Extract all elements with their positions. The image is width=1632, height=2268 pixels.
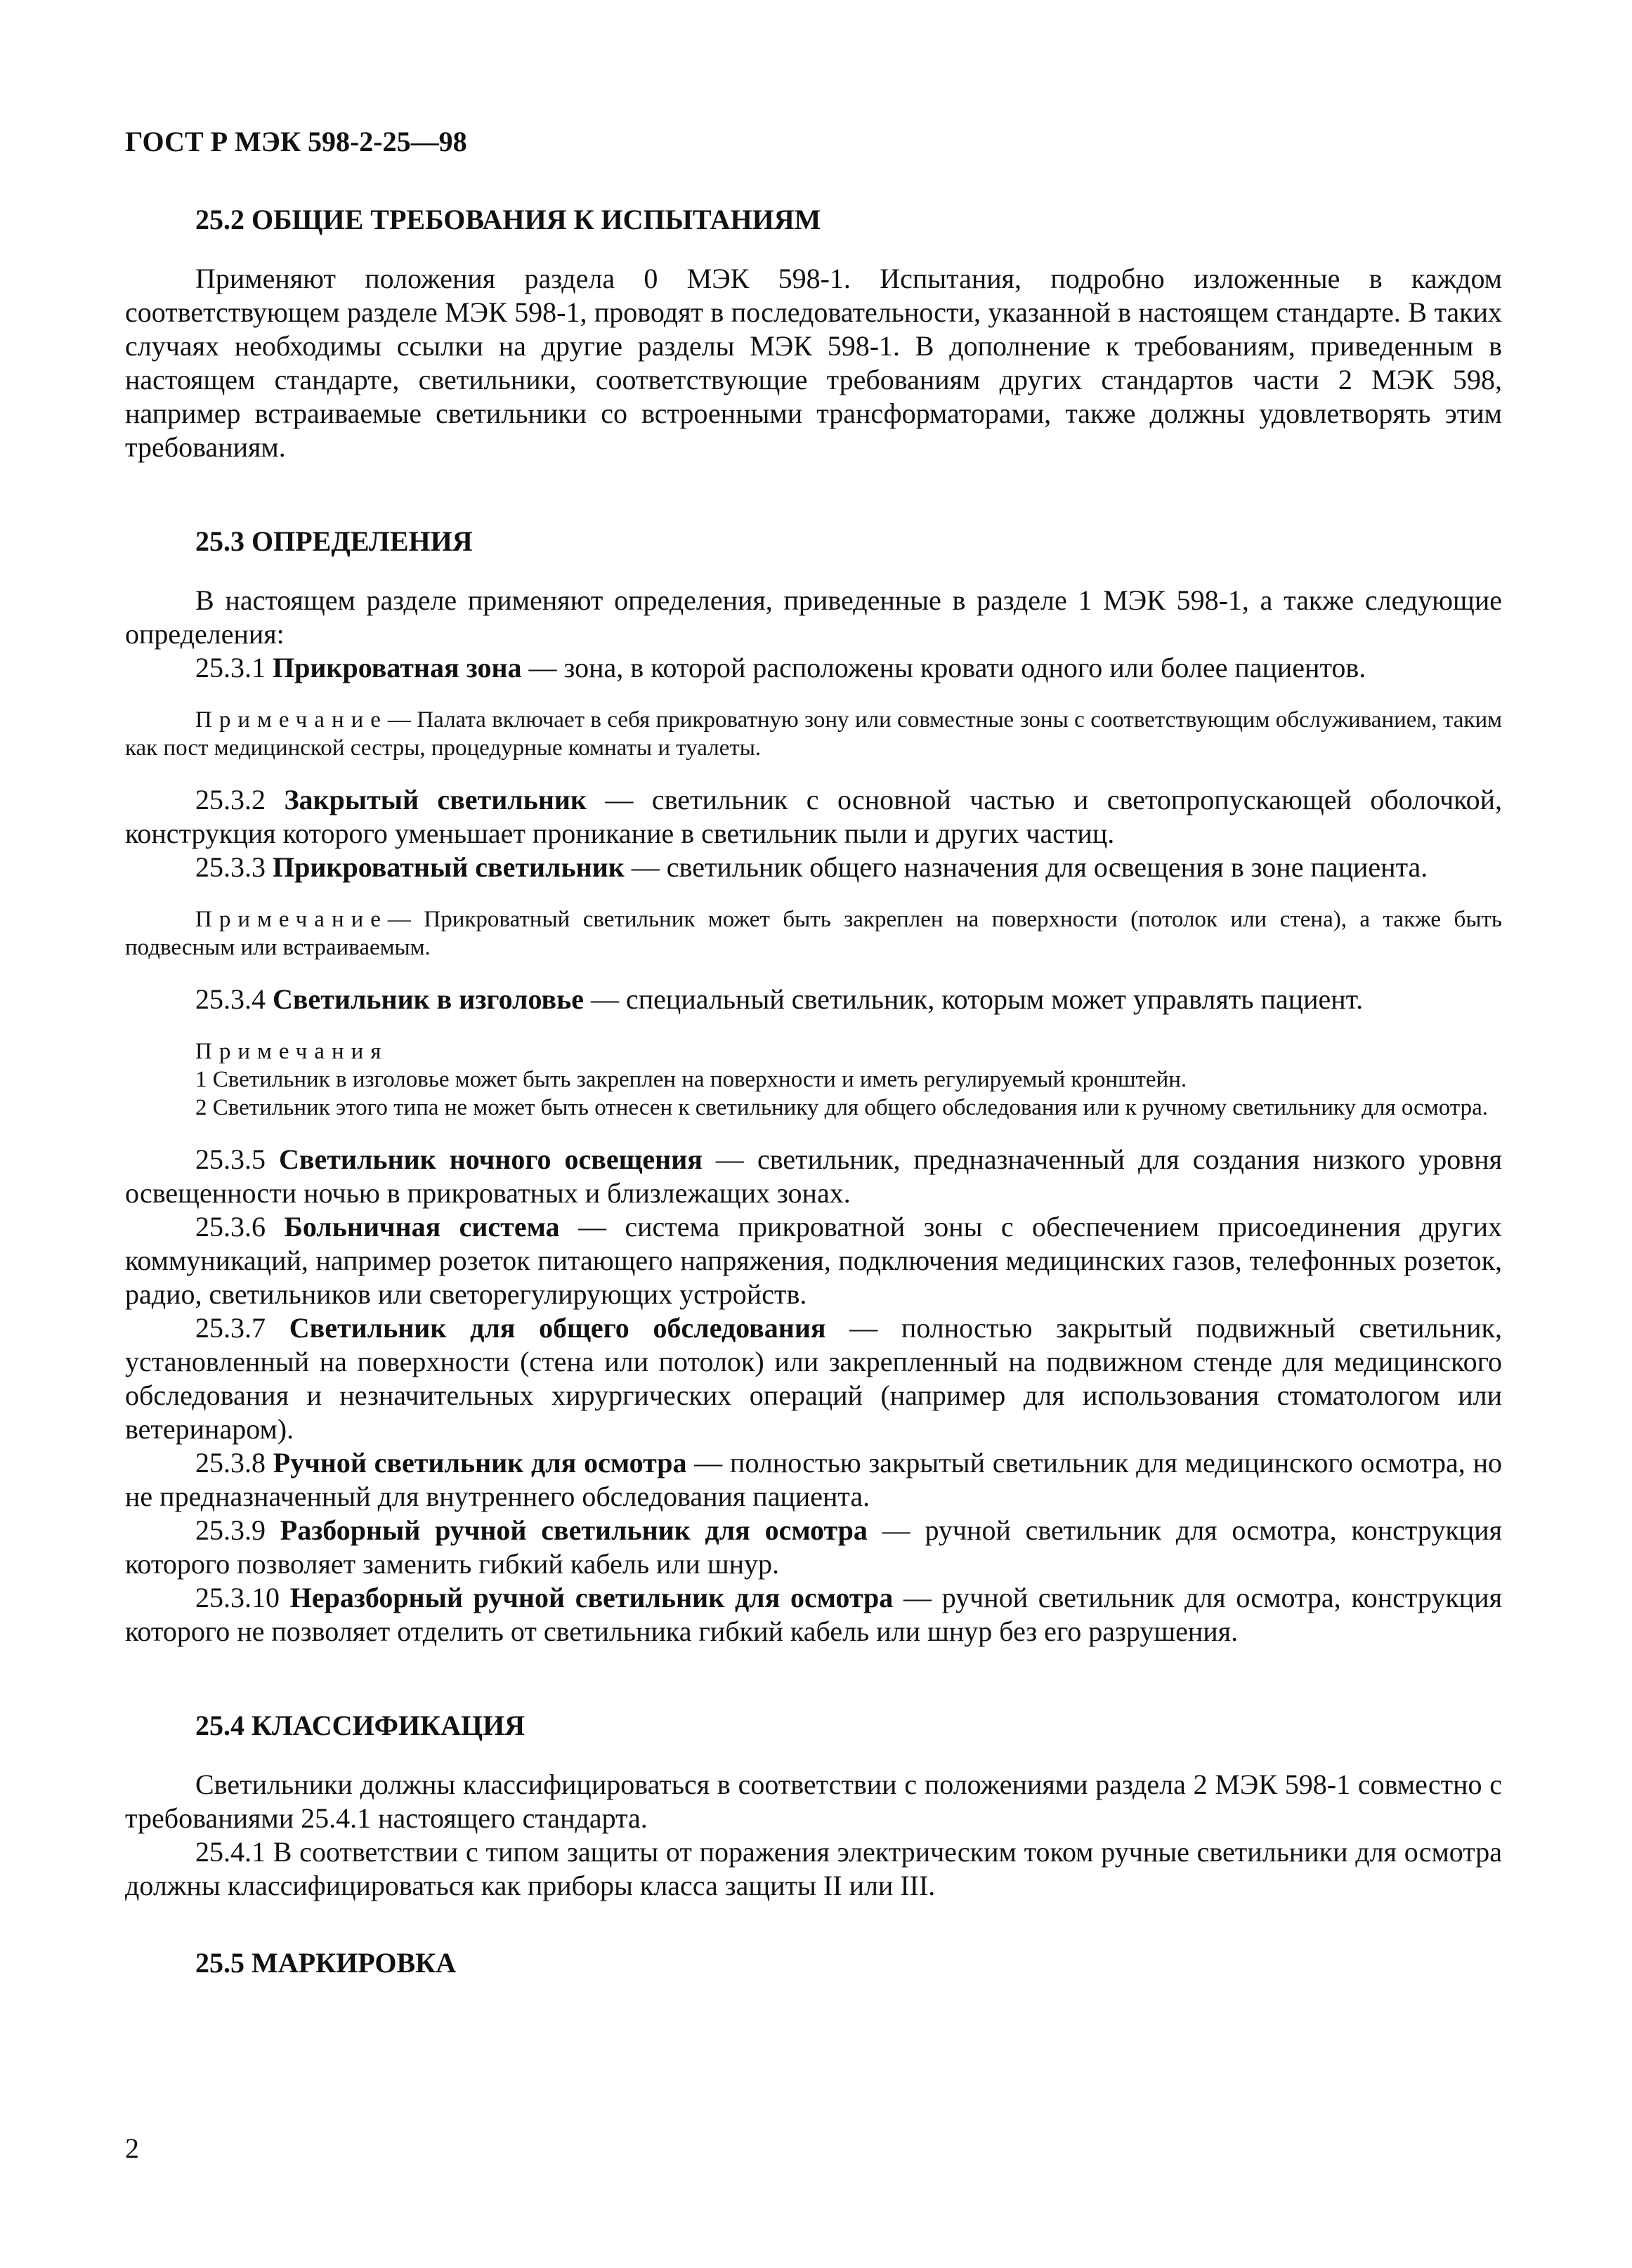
definition-number: 25.3.3	[195, 851, 266, 883]
definition-text: — специальный светильник, которым может управлять пациент.	[584, 983, 1364, 1015]
definition-text: — полностью закрытый светильник для медицинского осмотра, но не предназначенный для внутреннего обследования пациента.	[125, 1447, 1502, 1512]
definition-25-3-6	[125, 1210, 1502, 1311]
definition-number: 25.3.2	[195, 784, 266, 815]
definition-text: — светильник общего назначения для освещения в зоне пациента.	[624, 851, 1428, 883]
definition-25-3-7	[125, 1311, 1502, 1446]
section-25-2-title: 25.2 ОБЩИЕ ТРЕБОВАНИЯ К ИСПЫТАНИЯМ	[195, 204, 821, 235]
definition-number: 25.3.6	[195, 1211, 266, 1243]
definition-number: 25.3.1	[195, 652, 266, 683]
definition-term: Светильник в изголовье	[273, 983, 584, 1015]
definition-text: — светильник, предназначенный для создания низкого уровня освещенности ночью в прикроватных и близлежащих зонах.	[125, 1143, 1503, 1209]
definition-text: — система прикроватной зоны с обеспечением присоединения других коммуникаций, например розеток питающего напряжения, подключения медицинских газов, телефонных розеток, радио, светильников или светорегулирующих устройств.	[125, 1211, 1503, 1310]
note-text: — Прикроватный светильник может быть закреплен на поверхности (потолок или стена), а также быть подвесным или встраиваемым.	[125, 907, 1502, 960]
section-25-3-title: 25.3 ОПРЕДЕЛЕНИЯ	[195, 525, 473, 557]
definition-term: Неразборный ручной светильник для осмотра	[289, 1582, 894, 1613]
definition-term: Разборный ручной светильник для осмотра	[280, 1514, 868, 1546]
section-25-4-paragraph: Светильники должны классифицироваться в соответствии с положениями раздела 2 МЭК 598-1 совместно с требованиями 25.4.1 настоящего стандарта.	[125, 1769, 1502, 1834]
definition-text: — светильник с основной частью и светопропускающей оболочкой, конструкция которого уменьшает проникание в светильник пыли и других частиц.	[125, 784, 1502, 849]
definition-term: Светильник ночного освещения	[279, 1143, 703, 1175]
page-number: 2	[125, 2132, 139, 2164]
note-text: — Палата включает в себя прикроватную зону или совместные зоны с соответствующим обслуживанием, таким как пост медицинской сестры, процедурные комнаты и туалеты.	[125, 707, 1502, 761]
document-id: ГОСТ Р МЭК 598-2-25—98	[125, 126, 467, 157]
definition-text: — полностью закрытый подвижный светильник, установленный на поверхности (стена или потолок) или закрепленный на подвижном стенде для медицинского обследования и незначительных хирургических операций (например для использования стоматологом или ветеринаром).	[125, 1312, 1502, 1445]
definition-25-3-3	[125, 851, 1502, 884]
definition-number: 25.3.5	[195, 1143, 266, 1175]
definition-25-3-1	[125, 651, 1502, 685]
definition-number: 25.3.9	[195, 1514, 266, 1546]
definition-term: Больничная система	[284, 1211, 560, 1243]
note-label: Примечание	[195, 707, 388, 733]
definition-number: 25.3.8	[195, 1447, 266, 1479]
definition-text: — ручной светильник для осмотра, конструкция которого не позволяет отделить от светильника гибкий кабель или шнур без его разрушения.	[125, 1582, 1503, 1647]
section-25-3-intro: В настоящем разделе применяют определения, приведенные в разделе 1 МЭК 598-1, а также следующие определения:	[125, 584, 1502, 650]
definition-25-3-9	[125, 1514, 1502, 1581]
note-1	[125, 706, 1502, 762]
definition-number: 25.3.4	[195, 983, 266, 1015]
definition-25-3-4	[125, 983, 1502, 1016]
definition-25-3-2	[125, 783, 1502, 851]
definition-text: — ручной светильник для осмотра, конструкция которого позволяет заменить гибкий кабель или шнур.	[125, 1514, 1503, 1580]
section-25-2-paragraph: Применяют положения раздела 0 МЭК 598-1. Испытания, подробно изложенные в каждом соответствующем разделе МЭК 598-1, проводят в последовательности, указанной в настоящем стандарте. В таких случаях необходимы ссылки на другие разделы МЭК 598-1. В дополнение к требованиям, приведенным в настоящем стандарте, светильники, соответствующие требованиям других стандартов части 2 МЭК 598, например встраиваемые светильники со встроенными трансформаторами, также должны удовлетворять этим требованиям.	[125, 263, 1502, 463]
section-25-4-title: 25.4 КЛАССИФИКАЦИЯ	[195, 1710, 525, 1741]
clause-25-4-1: 25.4.1 В соответствии с типом защиты от поражения электрическим током ручные светильники для осмотра должны классифицироваться как приборы класса защиты II или III.	[125, 1836, 1502, 1901]
definition-number: 25.3.7	[195, 1312, 266, 1344]
definition-term: Закрытый светильник	[284, 784, 587, 815]
note-item-1: 1 Светильник в изголовье может быть закреплен на поверхности и иметь регулируемый кронштейн.	[195, 1067, 1187, 1092]
note-item-2: 2 Светильник этого типа не может быть отнесен к светильнику для общего обследования или к ручному светильнику для осмотра.	[195, 1095, 1488, 1120]
definition-text: — зона, в которой расположены кровати одного или более пациентов.	[521, 652, 1366, 683]
definition-number: 25.3.10	[195, 1582, 280, 1613]
definition-term: Светильник для общего обследования	[289, 1312, 826, 1344]
definition-25-3-10	[125, 1581, 1502, 1648]
definition-25-3-8	[125, 1446, 1502, 1514]
document-page	[125, 125, 1502, 1981]
definition-25-3-5	[125, 1143, 1502, 1210]
definition-term: Прикроватная зона	[273, 652, 522, 683]
note-label: Примечание	[195, 907, 388, 932]
definition-term: Прикроватный светильник	[273, 851, 625, 883]
notes-heading	[125, 1037, 1502, 1066]
notes-label: Примечания	[195, 1039, 389, 1064]
definition-term: Ручной светильник для осмотра	[273, 1447, 687, 1479]
note-2	[125, 905, 1502, 962]
section-25-5-title: 25.5 МАРКИРОВКА	[195, 1947, 457, 1979]
